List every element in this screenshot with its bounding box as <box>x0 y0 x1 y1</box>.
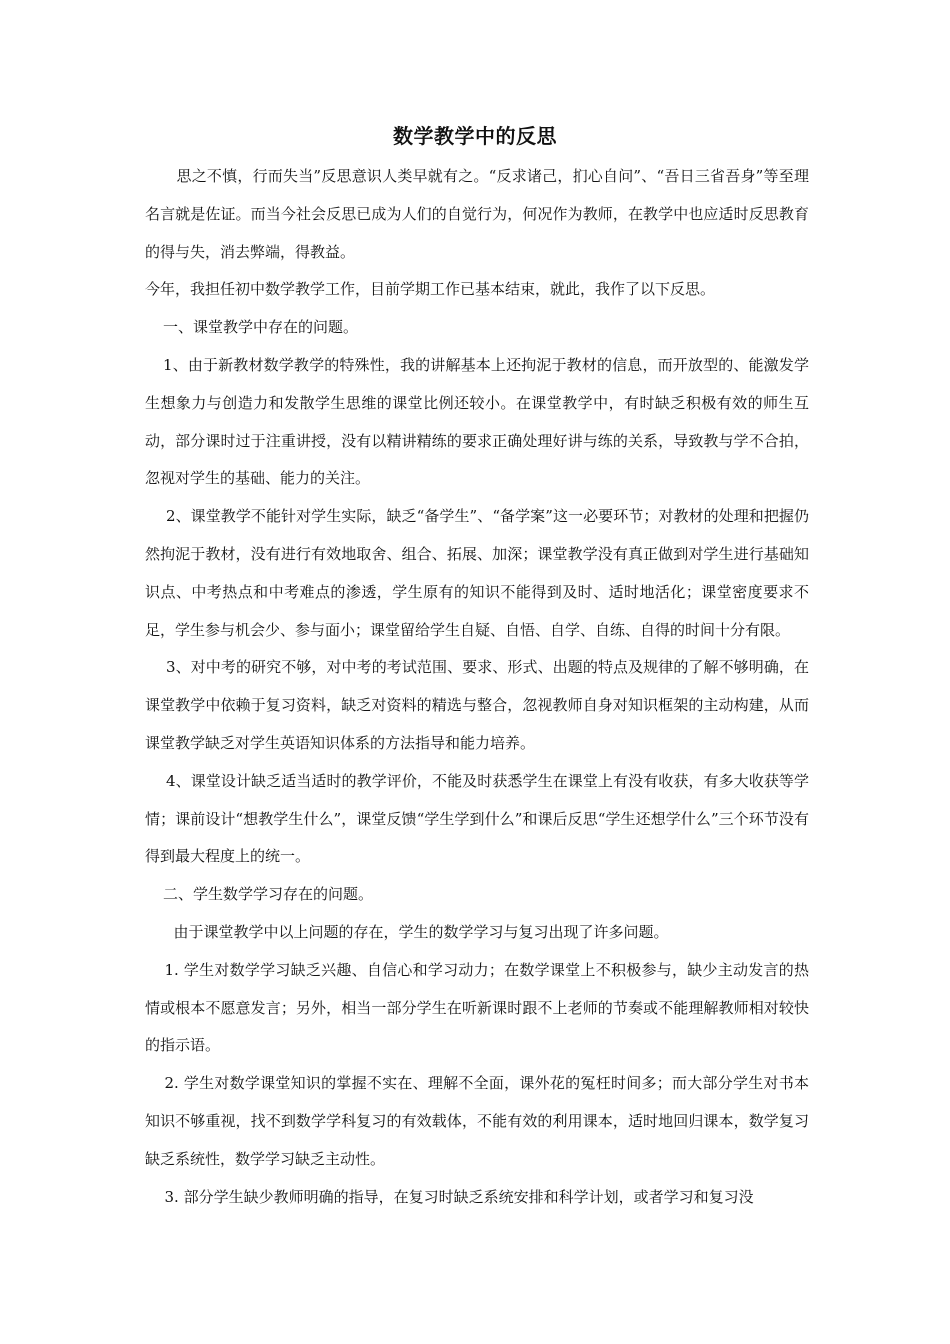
section-heading-classroom-problems: 一、课堂教学中存在的问题。 <box>163 318 359 337</box>
intro-paragraph: 思之不慎，行而失当”反思意识人类早就有之。“反求诸己，扪心自问”、“吾日三省吾身”等至理名言就是佐证。而当今社会反思已成为人们的自觉行为，何况作为教师，在教学中也应适时反思教育的得与失，消去弊端，得教益。 <box>145 167 809 261</box>
section-heading-student-problems: 二、学生数学学习存在的问题。 <box>163 885 374 904</box>
document-body <box>145 158 809 1216</box>
paragraph-point-4: 4、课堂设计缺乏适当适时的教学评价，不能及时获悉学生在课堂上有没有收获，有多大收获等学情；课前设计“想教学生什么”，课堂反馈“学生学到什么”和课后反思“学生还想学什么”三个环节没有得到最大程度上的统一。 <box>145 771 809 866</box>
paragraph-student-point-3: 3. 部分学生缺少教师明确的指导，在复习时缺乏系统安排和科学计划，或者学习和复习没 <box>164 1187 754 1206</box>
context-paragraph: 今年，我担任初中数学教学工作，目前学期工作已基本结束，就此，我作了以下反思。 <box>145 280 716 299</box>
paragraph-student-point-1: 1. 学生对数学学习缺乏兴趣、自信心和学习动力；在数学课堂上不积极参与，缺少主动发言的热情或根本不愿意发言；另外，相当一部分学生在听新课时跟不上老师的节奏或不能理解教师相对较快的指示语。 <box>145 960 809 1055</box>
paragraph-point-3: 3、对中考的研究不够，对中考的考试范围、要求、形式、出题的特点及规律的了解不够明确，在课堂教学中依赖于复习资料，缺乏对资料的精选与整合，忽视教师自身对知识框架的主动构建，从而课堂教学缺乏对学生英语知识体系的方法指导和能力培养。 <box>145 658 809 752</box>
page-title: 数学教学中的反思 <box>393 124 557 148</box>
paragraph-point-1: 1、由于新教材数学教学的特殊性，我的讲解基本上还拘泥于教材的信息，而开放型的、能激发学生想象力与创造力和发散学生思维的课堂比例还较小。在课堂教学中，有时缺乏积极有效的师生互动，部分课时过于注重讲授，没有以精讲精练的要求正确处理好讲与练的关系，导致教与学不合拍，忽视对学生的基础、能力的关注。 <box>145 355 809 488</box>
paragraph-point-2: 2、课堂教学不能针对学生实际，缺乏“备学生”、“备学案”这一必要环节；对教材的处理和把握仍然拘泥于教材，没有进行有效地取舍、组合、拓展、加深；课堂教学没有真正做到对学生进行基础知识点、中考热点和中考难点的渗透，学生原有的知识不能得到及时、适时地活化；课堂密度要求不足，学生参与机会少、参与面小；课堂留给学生自疑、自悟、自学、自练、自得的时间十分有限。 <box>145 507 809 639</box>
paragraph-student-point-2: 2. 学生对数学课堂知识的掌握不实在、理解不全面，课外花的冤枉时间多；而大部分学生对书本知识不够重视，找不到数学学科复习的有效载体，不能有效的利用课本，适时地回归课本，数学复习缺乏系统性，数学学习缺乏主动性。 <box>145 1074 809 1168</box>
paragraph-student-intro: 由于课堂教学中以上问题的存在，学生的数学学习与复习出现了许多问题。 <box>173 922 669 941</box>
